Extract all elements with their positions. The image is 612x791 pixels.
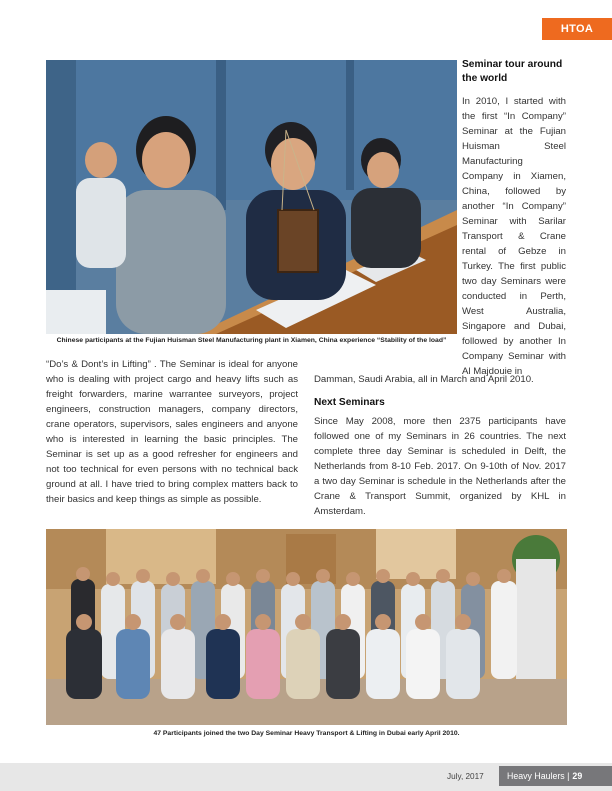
- next-seminars-paragraph: Since May 2008, more then 2375 participants have followed one of my Seminars in 26 countries. The next complete three day Seminar is scheduled in Delft, the Netherlands from 8-10 Feb. 2017. On 9-10th of Nov. 2017 a two day Seminar is schedule in the Netherlands after the Crane & Transport Summit, organized by KHL in Amsterdam.: [314, 416, 566, 517]
- section-tag: HTOA: [542, 18, 612, 40]
- page-number: 29: [572, 771, 583, 781]
- footer-publication: [499, 766, 612, 786]
- group-photo: [46, 529, 567, 725]
- footer-date: July, 2017: [447, 772, 484, 781]
- top-photo-caption: Chinese participants at the Fujian Huisman Steel Manufacturing plant in Xiamen, China experience “Stability of the load”: [56, 337, 447, 344]
- left-column-paragraph: “Do’s & Dont’s in Lifting” . The Seminar is ideal for anyone who is dealing with project cargo and heavy lifts such as freight forwarders, marine warrantee surveyors, project engineers, construction managers, company directors, crane operators, supervisors, sales engineers and anyone who is interested in learning the basic principles. The Seminar is set up as a good refresher for engineers and not too technical for even persons with no technical back ground at all. I have tried to bring complex matters back to their basics and keep things as simple as possible.: [46, 359, 298, 505]
- next-seminars-heading: Next Seminars: [314, 397, 385, 408]
- footer-publication-name: Heavy Haulers |: [507, 771, 570, 781]
- top-photo: [46, 60, 457, 334]
- sidebar-heading: Seminar tour around the world: [462, 59, 563, 84]
- sidebar-paragraph: In 2010, I started with the first “In Company” Seminar at the Fujian Huisman Steel Manufacturing Company in Xiamen, China, followed by another “In Company” Seminar with Sarilar Transport & Crane rental of Gebze in Turkey. The first public two day Seminars were conducted in Perth, West Australia, Singapore and Dubai, followed by another In Company Seminar with Al Majdouie in: [462, 96, 566, 377]
- sidebar-continuation: Damman, Saudi Arabia, all in March and April 2010.: [314, 374, 534, 385]
- group-photo-caption: 47 Participants joined the two Day Seminar Heavy Transport & Lifting in Dubai early April 2010.: [153, 730, 460, 737]
